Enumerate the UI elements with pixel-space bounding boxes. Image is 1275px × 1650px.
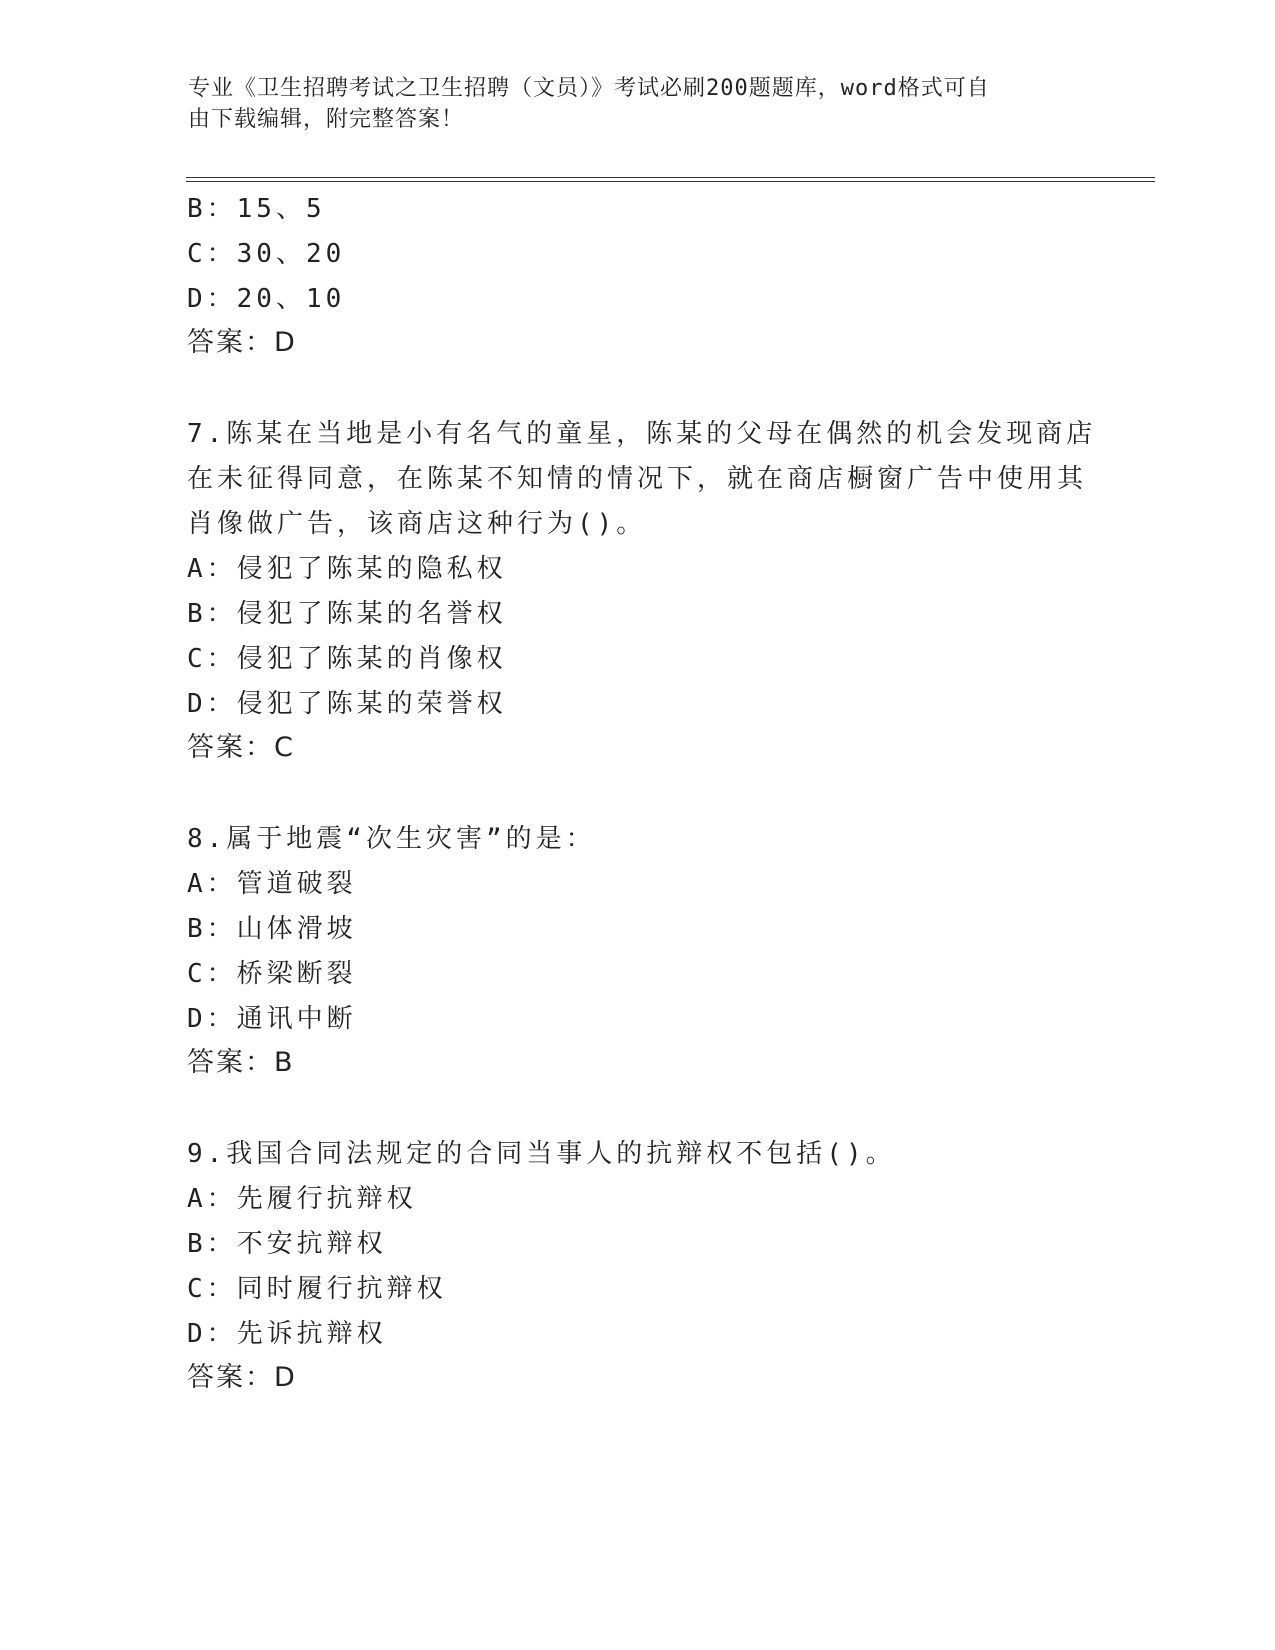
header-divider (186, 177, 1155, 182)
question-8-option-c: C：桥梁断裂 (187, 959, 357, 989)
question-7-option-d: D：侵犯了陈某的荣誉权 (187, 689, 507, 719)
question-7-answer: 答案：C (187, 732, 295, 763)
question-9-option-a: A：先履行抗辩权 (187, 1184, 417, 1214)
header-line-1: 专业《卫生招聘考试之卫生招聘（文员）》考试必刷200题题库，word格式可自 (188, 76, 990, 101)
question-9-answer: 答案：D (187, 1362, 297, 1393)
question-7-option-a: A：侵犯了陈某的隐私权 (187, 554, 507, 584)
question-8-answer: 答案：B (187, 1047, 295, 1078)
question-9-option-d: D：先诉抗辩权 (187, 1319, 387, 1349)
question-9-option-c: C：同时履行抗辩权 (187, 1274, 447, 1304)
document-header (188, 73, 1088, 135)
question-9-text: 9.我国合同法规定的合同当事人的抗辩权不包括()。 (187, 1139, 896, 1169)
answer-line: 答案：D (187, 327, 297, 358)
question-7-option-c: C：侵犯了陈某的肖像权 (187, 644, 507, 674)
option-d: D：20、10 (187, 284, 346, 314)
question-8-option-b: B：山体滑坡 (187, 914, 357, 944)
question-8-option-d: D：通讯中断 (187, 1004, 357, 1034)
question-7-text-line-1: 7.陈某在当地是小有名气的童星，陈某的父母在偶然的机会发现商店 (187, 419, 1097, 449)
question-8-option-a: A：管道破裂 (187, 869, 357, 899)
question-7-text-line-2: 在未征得同意，在陈某不知情的情况下，就在商店橱窗广告中使用其 (187, 464, 1088, 494)
option-c: C：30、20 (187, 239, 346, 269)
question-9-option-b: B：不安抗辩权 (187, 1229, 387, 1259)
question-7-option-b: B：侵犯了陈某的名誉权 (187, 599, 507, 629)
question-8-text: 8.属于地震“次生灾害”的是： (187, 824, 596, 854)
question-7-text-line-3: 肖像做广告，该商店这种行为()。 (187, 509, 647, 539)
header-line-2: 由下载编辑，附完整答案！ (188, 107, 465, 132)
option-b: B：15、5 (187, 194, 326, 224)
